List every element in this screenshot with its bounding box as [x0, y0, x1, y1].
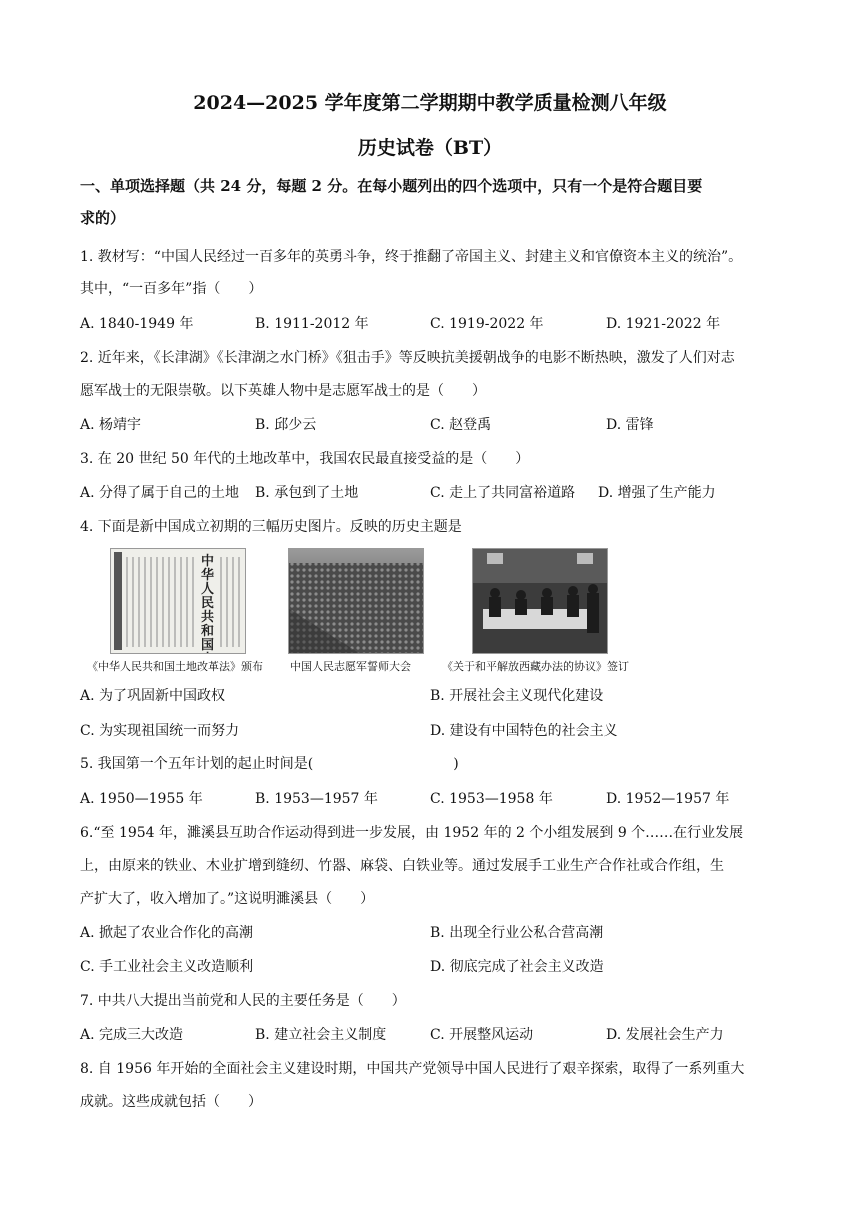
q4-option-b[interactable]: B. 开展社会主义现代化建设: [430, 688, 604, 704]
rally-crowd-illustration: [289, 549, 423, 653]
q3-option-c[interactable]: C. 走上了共同富裕道路: [430, 485, 576, 501]
q4-text: 4. 下面是新中国成立初期的三幅历史图片。反映的历史主题是: [80, 519, 462, 535]
q6-text-cont2: 产扩大了，收入增加了。”这说明濉溪县（ ）: [80, 891, 375, 907]
section-heading-cont: 求的）: [80, 209, 126, 227]
q5-option-b[interactable]: B. 1953—1957 年: [255, 791, 378, 807]
caption-tibet-agreement: 《关于和平解放西藏办法的协议》签订: [442, 660, 629, 673]
q3-option-a[interactable]: A. 分得了属于自己的土地: [80, 485, 240, 501]
exam-subtitle: 历史试卷（BT）: [357, 137, 503, 159]
q7-option-d[interactable]: D. 发展社会生产力: [606, 1027, 724, 1043]
q8-text-cont: 成就。这些成就包括（ ）: [80, 1094, 262, 1110]
q1-text-cont: 其中，“一百多年”指（ ）: [80, 281, 263, 297]
q6-option-d[interactable]: D. 彻底完成了社会主义改造: [430, 959, 604, 975]
q8-text: 8. 自 1956 年开始的全面社会主义建设时期，中国共产党领导中国人民进行了艰辛探索，取得了一系列重大: [80, 1061, 745, 1077]
q5-text: 5. 我国第一个五年计划的起止时间是( ): [80, 756, 459, 772]
q5-option-a[interactable]: A. 1950—1955 年: [80, 791, 203, 807]
q4-option-a[interactable]: A. 为了巩固新中国政权: [80, 688, 226, 704]
q2-text: 2. 近年来，《长津湖》《长津湖之水门桥》《狙击手》等反映抗美援朝战争的电影不断热映，激发了人们对志: [80, 350, 735, 366]
newspaper-illustration: [111, 549, 245, 653]
q1-option-c[interactable]: C. 1919-2022 年: [430, 316, 544, 332]
q7-option-a[interactable]: A. 完成三大改造: [80, 1027, 184, 1043]
q3-option-b[interactable]: B. 承包到了土地: [255, 485, 359, 501]
signing-ceremony-illustration: [473, 549, 607, 653]
q7-option-c[interactable]: C. 开展整风运动: [430, 1027, 534, 1043]
q6-text-cont1: 上，由原来的铁业、木业扩增到缝纫、竹器、麻袋、白铁业等。通过发展手工业生产合作社或合作组，生: [80, 858, 724, 874]
q7-text: 7. 中共八大提出当前党和人民的主要任务是（ ）: [80, 993, 406, 1009]
q1-option-b[interactable]: B. 1911-2012 年: [255, 316, 369, 332]
newspaper-headline: 中华人民共和国: [201, 554, 215, 653]
q2-option-a[interactable]: A. 杨靖宇: [80, 417, 142, 433]
q1-option-d[interactable]: D. 1921-2022 年: [606, 316, 721, 332]
q6-text: 6.“至 1954 年，濉溪县互助合作运动得到进一步发展，由 1952 年的 2 个小组发展到 9 个……在行业发展: [80, 825, 744, 841]
caption-volunteer-rally: 中国人民志愿军誓师大会: [290, 660, 411, 673]
tibet-agreement-signing-image: [472, 548, 608, 654]
q1-option-a[interactable]: A. 1840-1949 年: [80, 316, 194, 332]
q5-option-d[interactable]: D. 1952—1957 年: [606, 791, 730, 807]
q4-option-d[interactable]: D. 建设有中国特色的社会主义: [430, 723, 618, 739]
q3-option-d[interactable]: D. 增强了生产能力: [598, 485, 716, 501]
q6-option-c[interactable]: C. 手工业社会主义改造顺利: [80, 959, 254, 975]
q3-text: 3. 在 20 世纪 50 年代的土地改革中，我国农民最直接受益的是（ ）: [80, 451, 530, 467]
q4-option-c[interactable]: C. 为实现祖国统一而努力: [80, 723, 240, 739]
q2-text-cont: 愿军战士的无限崇敬。以下英雄人物中是志愿军战士的是（ ）: [80, 383, 486, 399]
q2-option-d[interactable]: D. 雷锋: [606, 417, 654, 433]
land-reform-newspaper-image: [110, 548, 246, 654]
volunteer-army-rally-image: [288, 548, 424, 654]
q6-option-b[interactable]: B. 出现全行业公私合营高潮: [430, 925, 604, 941]
caption-land-reform: 《中华人民共和国土地改革法》颁布: [87, 660, 263, 673]
q7-option-b[interactable]: B. 建立社会主义制度: [255, 1027, 387, 1043]
q1-text: 1. 教材写：“中国人民经过一百多年的英勇斗争，终于推翻了帝国主义、封建主义和官僚资本主义的统治”。: [80, 249, 743, 265]
q2-option-b[interactable]: B. 邱少云: [255, 417, 317, 433]
q2-option-c[interactable]: C. 赵登禹: [430, 417, 492, 433]
q6-option-a[interactable]: A. 掀起了农业合作化的高潮: [80, 925, 254, 941]
exam-title: 2024—2025 学年度第二学期期中教学质量检测八年级: [193, 92, 667, 114]
section-heading: 一、单项选择题（共 24 分，每题 2 分。在每小题列出的四个选项中，只有一个是符合题目要: [80, 177, 703, 195]
q5-option-c[interactable]: C. 1953—1958 年: [430, 791, 553, 807]
